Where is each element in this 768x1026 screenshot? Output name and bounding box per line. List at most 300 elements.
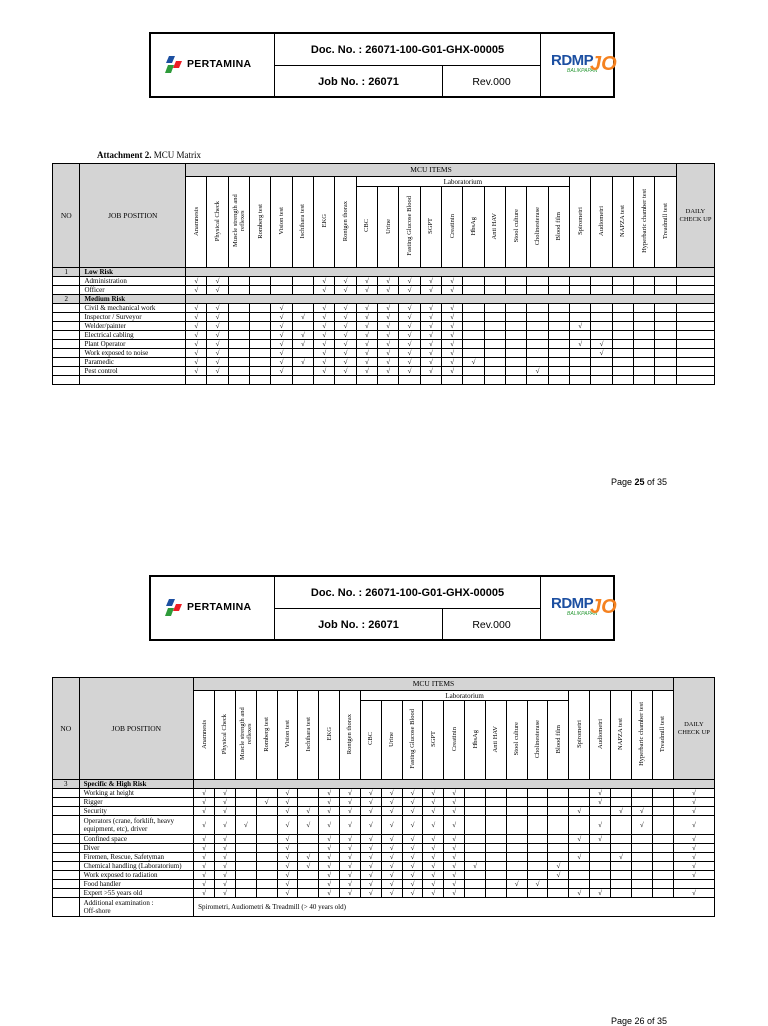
check-cell — [228, 286, 249, 295]
check-cell — [465, 798, 486, 807]
check-cell: √ — [611, 853, 632, 862]
check-cell: √ — [399, 286, 420, 295]
check-cell — [465, 835, 486, 844]
check-cell — [591, 331, 612, 340]
check-cell: √ — [207, 277, 228, 286]
header-col: EKG — [314, 177, 335, 268]
brand-name: PERTAMINA — [187, 58, 252, 70]
job-position: Security — [79, 807, 194, 816]
check-cell — [634, 367, 655, 376]
check-cell — [463, 367, 484, 376]
header-col: Urine — [381, 701, 402, 780]
empty-cell — [527, 376, 548, 385]
check-cell: √ — [590, 889, 611, 898]
check-cell: √ — [569, 853, 590, 862]
check-cell: √ — [420, 331, 441, 340]
header-laboratorium: Laboratorium — [360, 691, 568, 701]
header-col: EKG — [319, 691, 340, 780]
check-cell: √ — [277, 835, 298, 844]
section-title: Medium Risk — [80, 295, 186, 304]
check-cell: √ — [399, 313, 420, 322]
check-cell: √ — [591, 349, 612, 358]
check-cell — [298, 871, 319, 880]
check-cell — [506, 313, 527, 322]
header-col: Stool culture — [506, 701, 527, 780]
check-cell: √ — [402, 807, 423, 816]
row-no — [53, 844, 80, 853]
header-col: Hyperbaric chamber test — [631, 691, 652, 780]
check-cell — [527, 798, 548, 807]
check-cell: √ — [214, 807, 235, 816]
check-cell: √ — [381, 853, 402, 862]
check-cell: √ — [444, 789, 465, 798]
check-cell: √ — [548, 871, 569, 880]
check-cell: √ — [569, 807, 590, 816]
revision: Rev.000 — [472, 619, 511, 631]
header-col: Anamnesis — [186, 177, 207, 268]
check-cell: √ — [214, 816, 235, 835]
check-cell — [655, 331, 677, 340]
check-cell — [250, 304, 271, 313]
check-cell — [298, 835, 319, 844]
job-position: Paramedic — [80, 358, 186, 367]
daily-cell: √ — [673, 844, 714, 853]
pertamina-logo — [151, 34, 275, 96]
check-cell: √ — [214, 871, 235, 880]
header-mcu-items: MCU ITEMS — [194, 678, 674, 691]
check-cell — [548, 789, 569, 798]
check-cell — [484, 358, 505, 367]
check-cell: √ — [214, 862, 235, 871]
check-cell: √ — [214, 880, 235, 889]
check-cell — [652, 816, 673, 835]
check-cell — [465, 789, 486, 798]
check-cell — [228, 331, 249, 340]
check-cell — [484, 313, 505, 322]
header-col: Vision test — [271, 177, 292, 268]
check-cell — [527, 322, 548, 331]
check-cell — [527, 871, 548, 880]
check-cell: √ — [194, 880, 215, 889]
table-row — [53, 880, 715, 889]
header-col: Blood film — [548, 701, 569, 780]
check-cell — [228, 277, 249, 286]
check-cell — [506, 871, 527, 880]
check-cell — [570, 358, 591, 367]
job-position: Chemical handling (Laboratorium) — [79, 862, 194, 871]
check-cell: √ — [378, 313, 399, 322]
check-cell — [250, 349, 271, 358]
daily-cell — [676, 349, 714, 358]
check-cell — [570, 367, 591, 376]
check-cell — [652, 862, 673, 871]
header-col: NAPZA test — [612, 177, 633, 268]
check-cell: √ — [314, 340, 335, 349]
job-position: Pest control — [80, 367, 186, 376]
check-cell — [485, 880, 506, 889]
check-cell: √ — [570, 322, 591, 331]
check-cell — [250, 331, 271, 340]
check-cell: √ — [420, 340, 441, 349]
job-position: Operators (crane, forklift, heavy equipment, etc), driver — [79, 816, 194, 835]
check-cell — [631, 789, 652, 798]
job-position: Plant Operator — [80, 340, 186, 349]
check-cell — [652, 807, 673, 816]
check-cell — [485, 835, 506, 844]
check-cell: √ — [271, 322, 292, 331]
rdmp-logo — [540, 577, 615, 639]
daily-cell — [676, 313, 714, 322]
row-no — [53, 835, 80, 844]
page-number-1 — [611, 477, 667, 487]
check-cell: √ — [356, 322, 377, 331]
check-cell — [652, 853, 673, 862]
check-cell — [655, 313, 677, 322]
check-cell — [484, 331, 505, 340]
check-cell — [298, 889, 319, 898]
daily-cell — [676, 358, 714, 367]
check-cell — [484, 349, 505, 358]
check-cell — [484, 277, 505, 286]
check-cell — [506, 862, 527, 871]
check-cell: √ — [340, 889, 361, 898]
check-cell: √ — [631, 816, 652, 835]
check-cell — [465, 807, 486, 816]
check-cell: √ — [465, 862, 486, 871]
rdmp-logo-text: RDMP — [551, 595, 594, 612]
check-cell: √ — [356, 277, 377, 286]
check-cell — [570, 304, 591, 313]
check-cell: √ — [420, 277, 441, 286]
check-cell: √ — [360, 871, 381, 880]
check-cell — [463, 304, 484, 313]
daily-cell — [676, 322, 714, 331]
check-cell: √ — [360, 789, 381, 798]
check-cell — [569, 844, 590, 853]
check-cell — [548, 313, 569, 322]
table-row — [53, 798, 715, 807]
header-col: Physical Check — [214, 691, 235, 780]
check-cell: √ — [214, 789, 235, 798]
check-cell: √ — [194, 844, 215, 853]
check-cell — [484, 286, 505, 295]
check-cell — [527, 807, 548, 816]
check-cell: √ — [319, 889, 340, 898]
check-cell: √ — [402, 835, 423, 844]
header-col: Spirometri — [569, 691, 590, 780]
page-prefix: Page — [611, 477, 635, 487]
table-row — [53, 304, 715, 313]
pertamina-logo — [151, 577, 275, 639]
row-no — [53, 798, 80, 807]
check-cell: √ — [402, 844, 423, 853]
pertamina-logo-icon — [163, 597, 185, 619]
check-cell — [631, 853, 652, 862]
header-col: Treadmill test — [655, 177, 677, 268]
check-cell: √ — [314, 349, 335, 358]
check-cell — [631, 835, 652, 844]
check-cell: √ — [340, 862, 361, 871]
check-cell — [250, 313, 271, 322]
row-no — [53, 340, 80, 349]
check-cell: √ — [463, 358, 484, 367]
check-cell — [612, 313, 633, 322]
section-filler — [194, 780, 715, 789]
check-cell — [655, 349, 677, 358]
check-cell — [506, 835, 527, 844]
empty-cell — [484, 376, 505, 385]
pertamina-logo-icon — [163, 54, 185, 76]
section-no: 1 — [53, 268, 80, 277]
check-cell — [235, 844, 256, 853]
check-cell: √ — [423, 862, 444, 871]
doc-number: Doc. No. : 26071-100-G01-GHX-00005 — [275, 577, 540, 609]
job-position: Inspector / Surveyor — [80, 313, 186, 322]
check-cell: √ — [356, 367, 377, 376]
header-col: Audiometri — [590, 691, 611, 780]
check-cell: √ — [378, 340, 399, 349]
check-cell: √ — [335, 367, 356, 376]
check-cell: √ — [335, 304, 356, 313]
check-cell: √ — [631, 807, 652, 816]
check-cell — [256, 807, 277, 816]
check-cell: √ — [611, 807, 632, 816]
empty-cell — [207, 376, 228, 385]
check-cell: √ — [360, 844, 381, 853]
check-cell — [570, 313, 591, 322]
check-cell — [548, 835, 569, 844]
daily-cell — [676, 304, 714, 313]
check-cell — [631, 798, 652, 807]
check-cell — [570, 286, 591, 295]
check-cell — [463, 313, 484, 322]
check-cell — [298, 880, 319, 889]
check-cell: √ — [319, 807, 340, 816]
check-cell — [271, 286, 292, 295]
header-col: Treadmill test — [652, 691, 673, 780]
rdmp-logo-jo: JO — [590, 596, 617, 618]
check-cell: √ — [590, 798, 611, 807]
check-cell — [634, 313, 655, 322]
check-cell: √ — [271, 313, 292, 322]
check-cell: √ — [271, 340, 292, 349]
daily-cell — [676, 277, 714, 286]
check-cell: √ — [423, 853, 444, 862]
check-cell: √ — [335, 349, 356, 358]
check-cell — [250, 286, 271, 295]
check-cell: √ — [356, 286, 377, 295]
check-cell — [634, 358, 655, 367]
check-cell: √ — [381, 844, 402, 853]
check-cell — [527, 853, 548, 862]
table-row — [53, 322, 715, 331]
daily-cell — [676, 331, 714, 340]
check-cell: √ — [360, 880, 381, 889]
check-cell: √ — [340, 853, 361, 862]
header-col: SGPT — [423, 701, 444, 780]
check-cell — [506, 286, 527, 295]
check-cell — [506, 349, 527, 358]
check-cell: √ — [194, 853, 215, 862]
check-cell: √ — [298, 807, 319, 816]
check-cell — [250, 277, 271, 286]
empty-cell — [655, 376, 677, 385]
check-cell — [569, 880, 590, 889]
check-cell — [506, 853, 527, 862]
check-cell: √ — [340, 789, 361, 798]
check-cell — [655, 340, 677, 349]
check-cell — [527, 304, 548, 313]
check-cell — [506, 304, 527, 313]
job-position: Diver — [79, 844, 194, 853]
mcu-matrix-table-2 — [52, 677, 715, 917]
check-cell — [506, 322, 527, 331]
header-col: HbsAg — [465, 701, 486, 780]
check-cell — [484, 340, 505, 349]
check-cell — [235, 853, 256, 862]
check-cell: √ — [381, 798, 402, 807]
check-cell: √ — [381, 862, 402, 871]
check-cell: √ — [442, 367, 463, 376]
header-col: NAPZA test — [611, 691, 632, 780]
header-col: Hyperbaric chamber test — [634, 177, 655, 268]
empty-cell — [570, 376, 591, 385]
check-cell: √ — [360, 807, 381, 816]
check-cell — [570, 349, 591, 358]
table-row — [53, 358, 715, 367]
check-cell — [527, 349, 548, 358]
check-cell: √ — [442, 277, 463, 286]
check-cell — [235, 889, 256, 898]
check-cell: √ — [444, 807, 465, 816]
check-cell: √ — [378, 286, 399, 295]
job-position: Firemen, Rescue, Safetyman — [79, 853, 194, 862]
check-cell — [611, 835, 632, 844]
check-cell: √ — [186, 277, 207, 286]
check-cell — [298, 844, 319, 853]
header-col: Creatinin — [442, 187, 463, 268]
check-cell: √ — [399, 367, 420, 376]
check-cell — [655, 277, 677, 286]
check-cell — [590, 871, 611, 880]
document-header-2 — [149, 575, 615, 641]
check-cell — [292, 322, 313, 331]
header-col: HbsAg — [463, 187, 484, 268]
check-cell — [235, 880, 256, 889]
check-cell — [634, 349, 655, 358]
daily-cell — [673, 880, 714, 889]
check-cell — [485, 889, 506, 898]
check-cell — [634, 286, 655, 295]
check-cell: √ — [402, 880, 423, 889]
check-cell — [292, 349, 313, 358]
check-cell: √ — [277, 889, 298, 898]
check-cell: √ — [444, 816, 465, 835]
document-header — [149, 32, 615, 98]
check-cell: √ — [271, 304, 292, 313]
check-cell — [506, 807, 527, 816]
page-suffix: of 35 — [644, 477, 668, 487]
attachment-caption — [97, 150, 201, 160]
check-cell: √ — [591, 340, 612, 349]
row-no — [53, 789, 80, 798]
check-cell: √ — [186, 367, 207, 376]
check-cell: √ — [378, 322, 399, 331]
header-col: Fasting Glucose Blood — [399, 187, 420, 268]
check-cell — [548, 286, 569, 295]
row-no — [53, 304, 80, 313]
check-cell: √ — [570, 340, 591, 349]
check-cell: √ — [423, 889, 444, 898]
check-cell — [235, 871, 256, 880]
section-title: Low Risk — [80, 268, 186, 277]
check-cell — [228, 367, 249, 376]
row-no — [53, 376, 80, 385]
check-cell — [235, 789, 256, 798]
check-cell: √ — [335, 340, 356, 349]
check-cell: √ — [420, 313, 441, 322]
check-cell: √ — [378, 304, 399, 313]
check-cell: √ — [420, 358, 441, 367]
check-cell — [655, 286, 677, 295]
check-cell — [485, 862, 506, 871]
daily-cell: √ — [673, 789, 714, 798]
check-cell: √ — [402, 889, 423, 898]
check-cell — [506, 367, 527, 376]
header-col: Audiometri — [591, 177, 612, 268]
check-cell: √ — [207, 322, 228, 331]
header-no: NO — [53, 164, 80, 268]
check-cell — [569, 862, 590, 871]
check-cell: √ — [207, 367, 228, 376]
empty-cell — [292, 376, 313, 385]
table-row — [53, 340, 715, 349]
check-cell: √ — [314, 286, 335, 295]
check-cell — [611, 889, 632, 898]
rdmp-logo-sub: BALIKPAPAN — [567, 68, 598, 74]
check-cell — [506, 889, 527, 898]
check-cell: √ — [506, 880, 527, 889]
empty-cell — [250, 376, 271, 385]
check-cell — [569, 798, 590, 807]
check-cell — [228, 304, 249, 313]
header-col: Muscle strength and reflexes — [235, 691, 256, 780]
daily-cell: √ — [673, 871, 714, 880]
check-cell: √ — [194, 816, 215, 835]
check-cell — [548, 853, 569, 862]
check-cell — [228, 313, 249, 322]
job-position: Working at height — [79, 789, 194, 798]
check-cell — [463, 277, 484, 286]
check-cell — [527, 277, 548, 286]
check-cell: √ — [381, 807, 402, 816]
check-cell — [548, 322, 569, 331]
check-cell: √ — [444, 862, 465, 871]
check-cell: √ — [356, 313, 377, 322]
check-cell — [506, 277, 527, 286]
job-position: Work exposed to radiation — [79, 871, 194, 880]
check-cell: √ — [423, 844, 444, 853]
mcu-matrix-table-1 — [52, 163, 715, 385]
daily-cell: √ — [673, 798, 714, 807]
job-position: Food handler — [79, 880, 194, 889]
check-cell — [612, 322, 633, 331]
empty-cell — [676, 376, 714, 385]
row-no — [53, 898, 80, 917]
check-cell — [463, 340, 484, 349]
empty-cell — [186, 376, 207, 385]
header-col: Anamnesis — [194, 691, 215, 780]
